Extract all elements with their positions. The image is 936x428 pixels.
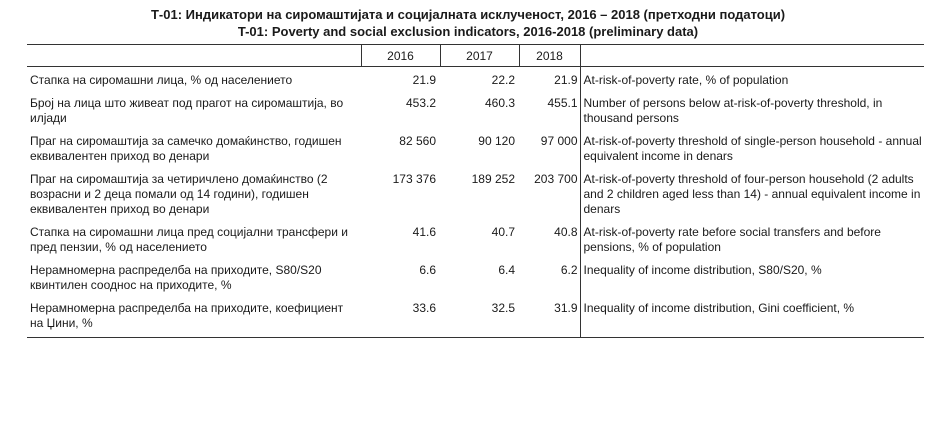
row-label-mk: Стапка на сиромашни лица, % од населението [30, 73, 293, 87]
header-blank-mk [27, 45, 361, 67]
cell-2016: 173 376 [392, 172, 436, 186]
row-label-en: At-risk-of-poverty threshold of four-person household (2 adults and 2 children aged less than 14) - annual equivalent income in denars [583, 172, 921, 216]
header-year-2018: 2018 [519, 45, 580, 67]
table-row [27, 96, 924, 134]
cell-2018: 40.8 [519, 225, 580, 263]
table-row [27, 67, 924, 97]
table-row [27, 263, 924, 301]
cell-2018: 97 000 [519, 134, 580, 172]
indicators-table [27, 44, 924, 338]
cell-2017: 460.3 [484, 96, 515, 110]
row-label-en: At-risk-of-poverty rate, % of population [583, 73, 789, 87]
row-label-mk: Број на лица што живеат под прагот на сиромаштија, во илјади [30, 96, 344, 125]
row-label-en: Inequality of income distribution, Gini coefficient, % [580, 301, 924, 338]
cell-2018: 6.2 [519, 263, 580, 301]
row-label-mk: Праг на сиромаштија за четиричлено домаќинство (2 возрасни и 2 деца помали од 14 години), годишен еквивалентен приход во денари [30, 172, 328, 216]
cell-2016: 33.6 [361, 301, 440, 338]
row-label-en: Number of persons below at-risk-of-poverty threshold, in thousand persons [583, 96, 883, 125]
cell-2016: 21.9 [412, 73, 436, 87]
cell-2017: 189 252 [471, 172, 515, 186]
cell-2016: 41.6 [412, 225, 436, 239]
title-macedonian: Т-01: Индикатори на сиромаштијата и социјалната исклученост, 2016 – 2018 (претходни податоци) [150, 7, 786, 22]
cell-2016: 6.6 [419, 263, 436, 277]
title-english: T-01: Poverty and social exclusion indicators, 2016-2018 (preliminary data) [237, 24, 699, 39]
header-year-2017: 2017 [440, 45, 519, 67]
table-header-row [27, 45, 924, 67]
row-label-mk: Праг на сиромаштија за самечко домаќинство, годишен еквивалентен приход во денари [30, 134, 342, 163]
table-row [27, 225, 924, 263]
row-label-en: Inequality of income distribution, S80/S20, % [583, 263, 822, 277]
cell-2017: 22.2 [491, 73, 515, 87]
header-blank-en [580, 45, 924, 67]
row-label-mk: Нерамномерна распределба на приходите, коефициент на Џини, % [27, 301, 361, 338]
cell-2016: 82 560 [399, 134, 436, 148]
cell-2017: 32.5 [440, 301, 519, 338]
table-row [27, 172, 924, 225]
cell-2018: 203 700 [519, 172, 580, 225]
cell-2018: 31.9 [519, 301, 580, 338]
cell-2017: 40.7 [491, 225, 515, 239]
table-row [27, 301, 924, 338]
cell-2018: 21.9 [519, 67, 580, 97]
table-row [27, 134, 924, 172]
row-label-mk: Нерамномерна распределба на приходите, S80/S20 квинтилен сооднос на приходите, % [30, 263, 322, 292]
cell-2018: 455.1 [519, 96, 580, 134]
row-label-mk: Стапка на сиромашни лица пред социјални трансфери и пред пензии, % од населението [30, 225, 348, 254]
cell-2016: 453.2 [405, 96, 436, 110]
cell-2017: 90 120 [478, 134, 515, 148]
row-label-en: At-risk-of-poverty rate before social transfers and before pensions, % of population [583, 225, 881, 254]
row-label-en: At-risk-of-poverty threshold of single-person household - annual equivalent income in denars [583, 134, 922, 163]
header-year-2016: 2016 [361, 45, 440, 67]
cell-2017: 6.4 [498, 263, 515, 277]
